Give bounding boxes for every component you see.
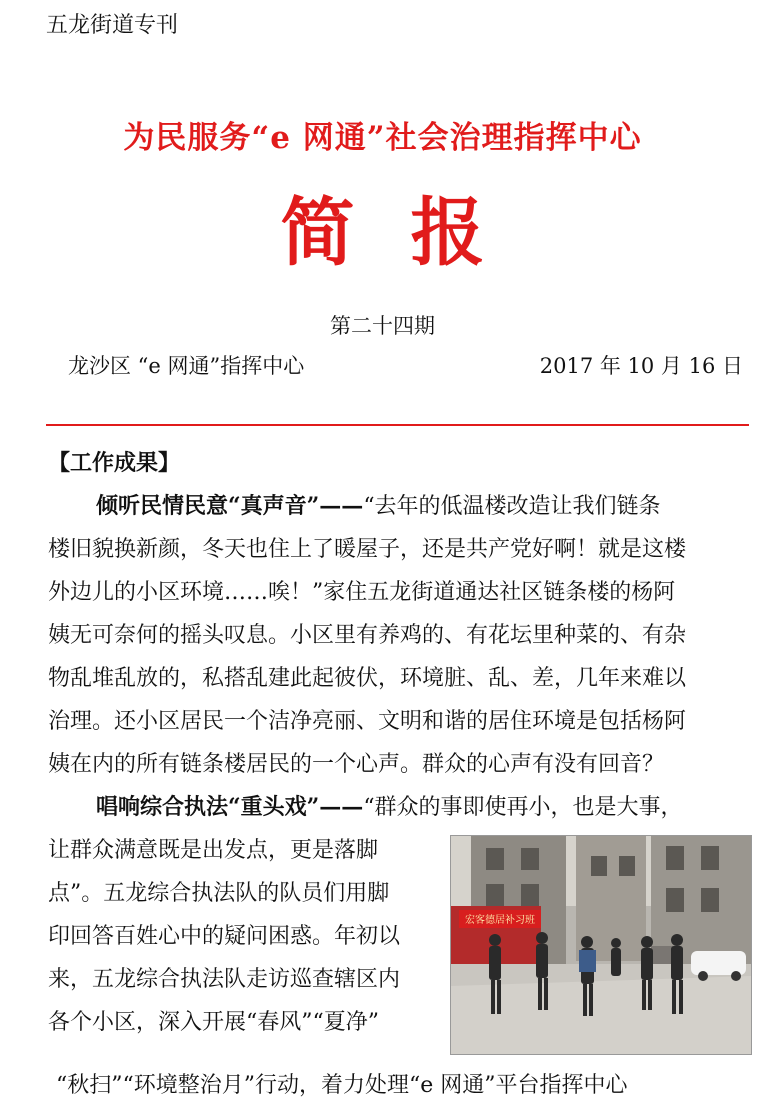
paragraph-2-line-1 <box>96 786 683 829</box>
paragraph-2-line: 让群众满意既是出发点，更是落脚 <box>48 838 379 863</box>
paragraph-1-line: 物乱堆乱放的，私搭乱建此起彼伏，环境脏、乱、差，几年来难以 <box>48 666 687 691</box>
shop-sign-text: 宏客德居补习班 <box>465 915 535 926</box>
paragraph-2-text: “群众的事即使再小，也是大事， <box>363 795 683 820</box>
paragraph-2-line: 各个小区，深入开展“春风”“夏净” <box>48 1010 379 1035</box>
paragraph-1-heading: 倾听民情民意“真声音”—— <box>96 493 364 519</box>
paragraph-1-line: 姨无可奈何的摇头叹息。小区里有养鸡的、有花坛里种菜的、有杂 <box>48 623 687 648</box>
paragraph-1-line: 姨在内的所有链条楼居民的一个心声。群众的心声有没有回音？ <box>48 752 665 777</box>
paragraph-1-line: 楼旧貌换新颜，冬天也住上了暖屋子，还是共产党好啊！就是这楼 <box>48 537 687 562</box>
paragraph-1-line-1 <box>96 485 661 528</box>
issuing-center: 龙沙区 “e 网通”指挥中心 <box>68 354 305 378</box>
paragraph-2-line: “秋扫”“环境整治月”行动，着力处理“e 网通”平台指挥中心 <box>56 1073 628 1098</box>
photo-illustration <box>451 836 751 1054</box>
paragraph-2-line: 点”。五龙综合执法队的队员们用脚 <box>48 881 390 906</box>
section-label: 【工作成果】 <box>48 450 181 476</box>
issue-date: 2017 年 10 月 16 日 <box>539 354 743 378</box>
red-divider <box>46 424 749 426</box>
paragraph-1-text: “去年的低温楼改造让我们链条 <box>363 494 661 519</box>
paragraph-2-line: 来，五龙综合执法队走访巡查辖区内 <box>48 967 401 992</box>
paragraph-2-heading: 唱响综合执法“重头戏”—— <box>96 794 364 820</box>
street-inspection-photo <box>450 835 752 1055</box>
paragraph-1-line: 外边儿的小区环境……唉！”家住五龙街道通达社区链条楼的杨阿 <box>48 580 676 605</box>
headline: 为民服务“e 网通”社会治理指挥中心 <box>123 120 642 156</box>
paragraph-1-line: 治理。还小区居民一个洁净亮丽、文明和谐的居住环境是包括杨阿 <box>48 709 687 734</box>
issue-number: 第二十四期 <box>330 314 435 338</box>
main-title: 简报 <box>280 190 541 276</box>
paragraph-2-line: 印回答百姓心中的疑问困惑。年初以 <box>48 924 401 949</box>
publication-serial: 五龙街道专刊 <box>46 13 179 38</box>
